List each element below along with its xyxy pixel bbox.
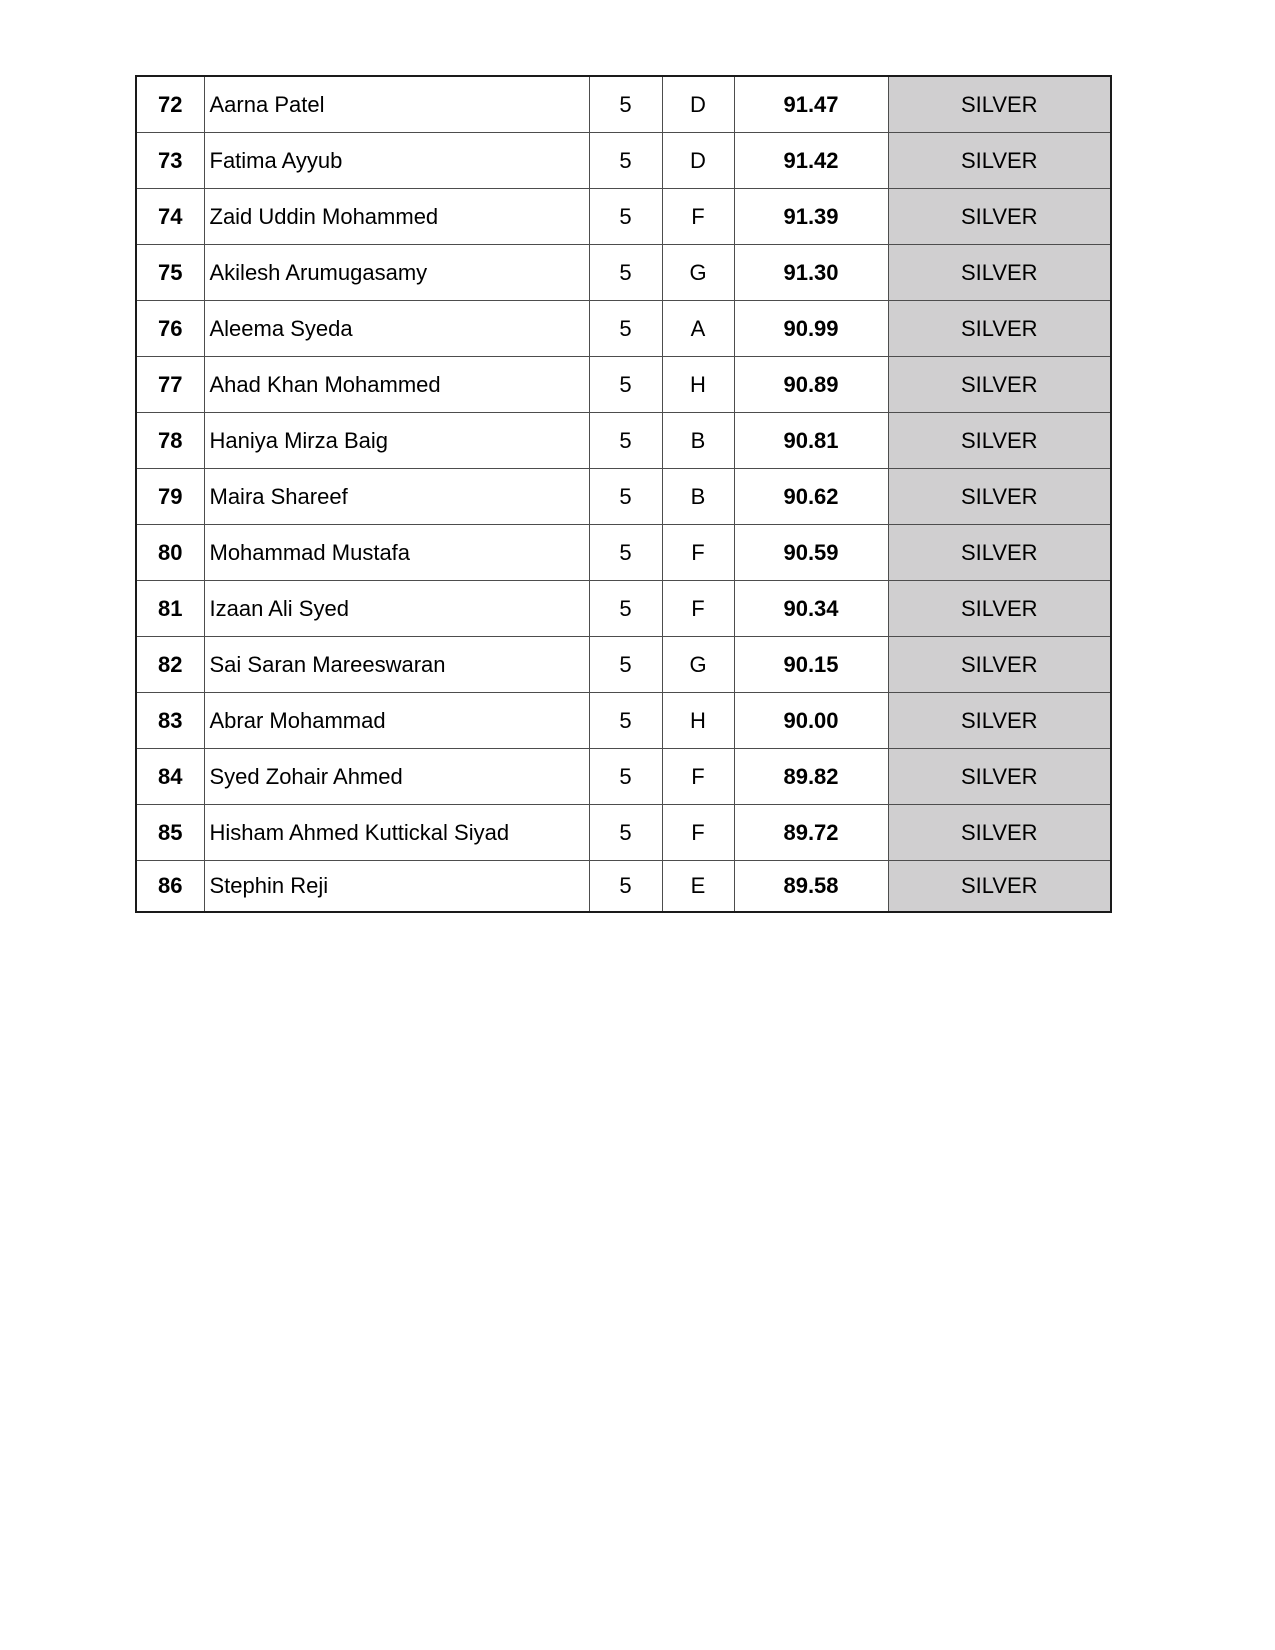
table-row (136, 861, 1111, 913)
score-cell: 90.00 (734, 693, 888, 749)
score-cell: 90.59 (734, 525, 888, 581)
award-cell: SILVER (888, 525, 1111, 581)
rank-cell: 75 (136, 245, 204, 301)
table-row (136, 357, 1111, 413)
section-cell: F (662, 805, 734, 861)
table-row (136, 805, 1111, 861)
student-name-cell: Sai Saran Mareeswaran (204, 637, 589, 693)
table-row (136, 76, 1111, 133)
student-name-cell: Aarna Patel (204, 76, 589, 133)
rank-cell: 80 (136, 525, 204, 581)
rank-cell: 74 (136, 189, 204, 245)
rank-cell: 78 (136, 413, 204, 469)
award-cell: SILVER (888, 805, 1111, 861)
rank-cell: 77 (136, 357, 204, 413)
results-table (135, 75, 1112, 913)
table-row (136, 189, 1111, 245)
student-name-cell: Mohammad Mustafa (204, 525, 589, 581)
score-cell: 91.47 (734, 76, 888, 133)
section-cell: H (662, 357, 734, 413)
section-cell: F (662, 749, 734, 805)
section-cell: F (662, 525, 734, 581)
grade-cell: 5 (589, 357, 662, 413)
award-cell: SILVER (888, 861, 1111, 913)
section-cell: B (662, 413, 734, 469)
table-row (136, 525, 1111, 581)
award-cell: SILVER (888, 245, 1111, 301)
award-cell: SILVER (888, 413, 1111, 469)
award-cell: SILVER (888, 469, 1111, 525)
section-cell: F (662, 581, 734, 637)
grade-cell: 5 (589, 637, 662, 693)
award-cell: SILVER (888, 301, 1111, 357)
score-cell: 91.42 (734, 133, 888, 189)
section-cell: G (662, 637, 734, 693)
table-row (136, 413, 1111, 469)
section-cell: D (662, 76, 734, 133)
section-cell: H (662, 693, 734, 749)
score-cell: 89.58 (734, 861, 888, 913)
grade-cell: 5 (589, 189, 662, 245)
rank-cell: 79 (136, 469, 204, 525)
grade-cell: 5 (589, 525, 662, 581)
award-cell: SILVER (888, 357, 1111, 413)
rank-cell: 83 (136, 693, 204, 749)
grade-cell: 5 (589, 245, 662, 301)
grade-cell: 5 (589, 861, 662, 913)
grade-cell: 5 (589, 76, 662, 133)
rank-cell: 73 (136, 133, 204, 189)
section-cell: G (662, 245, 734, 301)
student-name-cell: Hisham Ahmed Kuttickal Siyad (204, 805, 589, 861)
section-cell: D (662, 133, 734, 189)
score-cell: 89.82 (734, 749, 888, 805)
student-name-cell: Aleema Syeda (204, 301, 589, 357)
student-name-cell: Ahad Khan Mohammed (204, 357, 589, 413)
score-cell: 90.34 (734, 581, 888, 637)
rank-cell: 84 (136, 749, 204, 805)
rank-cell: 72 (136, 76, 204, 133)
rank-cell: 85 (136, 805, 204, 861)
award-cell: SILVER (888, 581, 1111, 637)
award-cell: SILVER (888, 637, 1111, 693)
table-row (136, 637, 1111, 693)
score-cell: 90.62 (734, 469, 888, 525)
score-cell: 89.72 (734, 805, 888, 861)
rank-cell: 81 (136, 581, 204, 637)
grade-cell: 5 (589, 301, 662, 357)
award-cell: SILVER (888, 133, 1111, 189)
student-name-cell: Stephin Reji (204, 861, 589, 913)
grade-cell: 5 (589, 805, 662, 861)
table-row (136, 581, 1111, 637)
table-row (136, 245, 1111, 301)
table-row (136, 693, 1111, 749)
results-table-body (136, 76, 1111, 912)
grade-cell: 5 (589, 413, 662, 469)
award-cell: SILVER (888, 76, 1111, 133)
table-row (136, 469, 1111, 525)
grade-cell: 5 (589, 469, 662, 525)
section-cell: B (662, 469, 734, 525)
rank-cell: 76 (136, 301, 204, 357)
table-row (136, 133, 1111, 189)
table-row (136, 301, 1111, 357)
award-cell: SILVER (888, 749, 1111, 805)
grade-cell: 5 (589, 581, 662, 637)
score-cell: 90.15 (734, 637, 888, 693)
student-name-cell: Maira Shareef (204, 469, 589, 525)
award-cell: SILVER (888, 693, 1111, 749)
section-cell: A (662, 301, 734, 357)
score-cell: 91.39 (734, 189, 888, 245)
student-name-cell: Abrar Mohammad (204, 693, 589, 749)
grade-cell: 5 (589, 133, 662, 189)
rank-cell: 82 (136, 637, 204, 693)
score-cell: 91.30 (734, 245, 888, 301)
grade-cell: 5 (589, 749, 662, 805)
section-cell: F (662, 189, 734, 245)
rank-cell: 86 (136, 861, 204, 913)
student-name-cell: Haniya Mirza Baig (204, 413, 589, 469)
score-cell: 90.99 (734, 301, 888, 357)
score-cell: 90.81 (734, 413, 888, 469)
student-name-cell: Zaid Uddin Mohammed (204, 189, 589, 245)
grade-cell: 5 (589, 693, 662, 749)
table-row (136, 749, 1111, 805)
student-name-cell: Fatima Ayyub (204, 133, 589, 189)
section-cell: E (662, 861, 734, 913)
score-cell: 90.89 (734, 357, 888, 413)
student-name-cell: Izaan Ali Syed (204, 581, 589, 637)
student-name-cell: Syed Zohair Ahmed (204, 749, 589, 805)
student-name-cell: Akilesh Arumugasamy (204, 245, 589, 301)
award-cell: SILVER (888, 189, 1111, 245)
